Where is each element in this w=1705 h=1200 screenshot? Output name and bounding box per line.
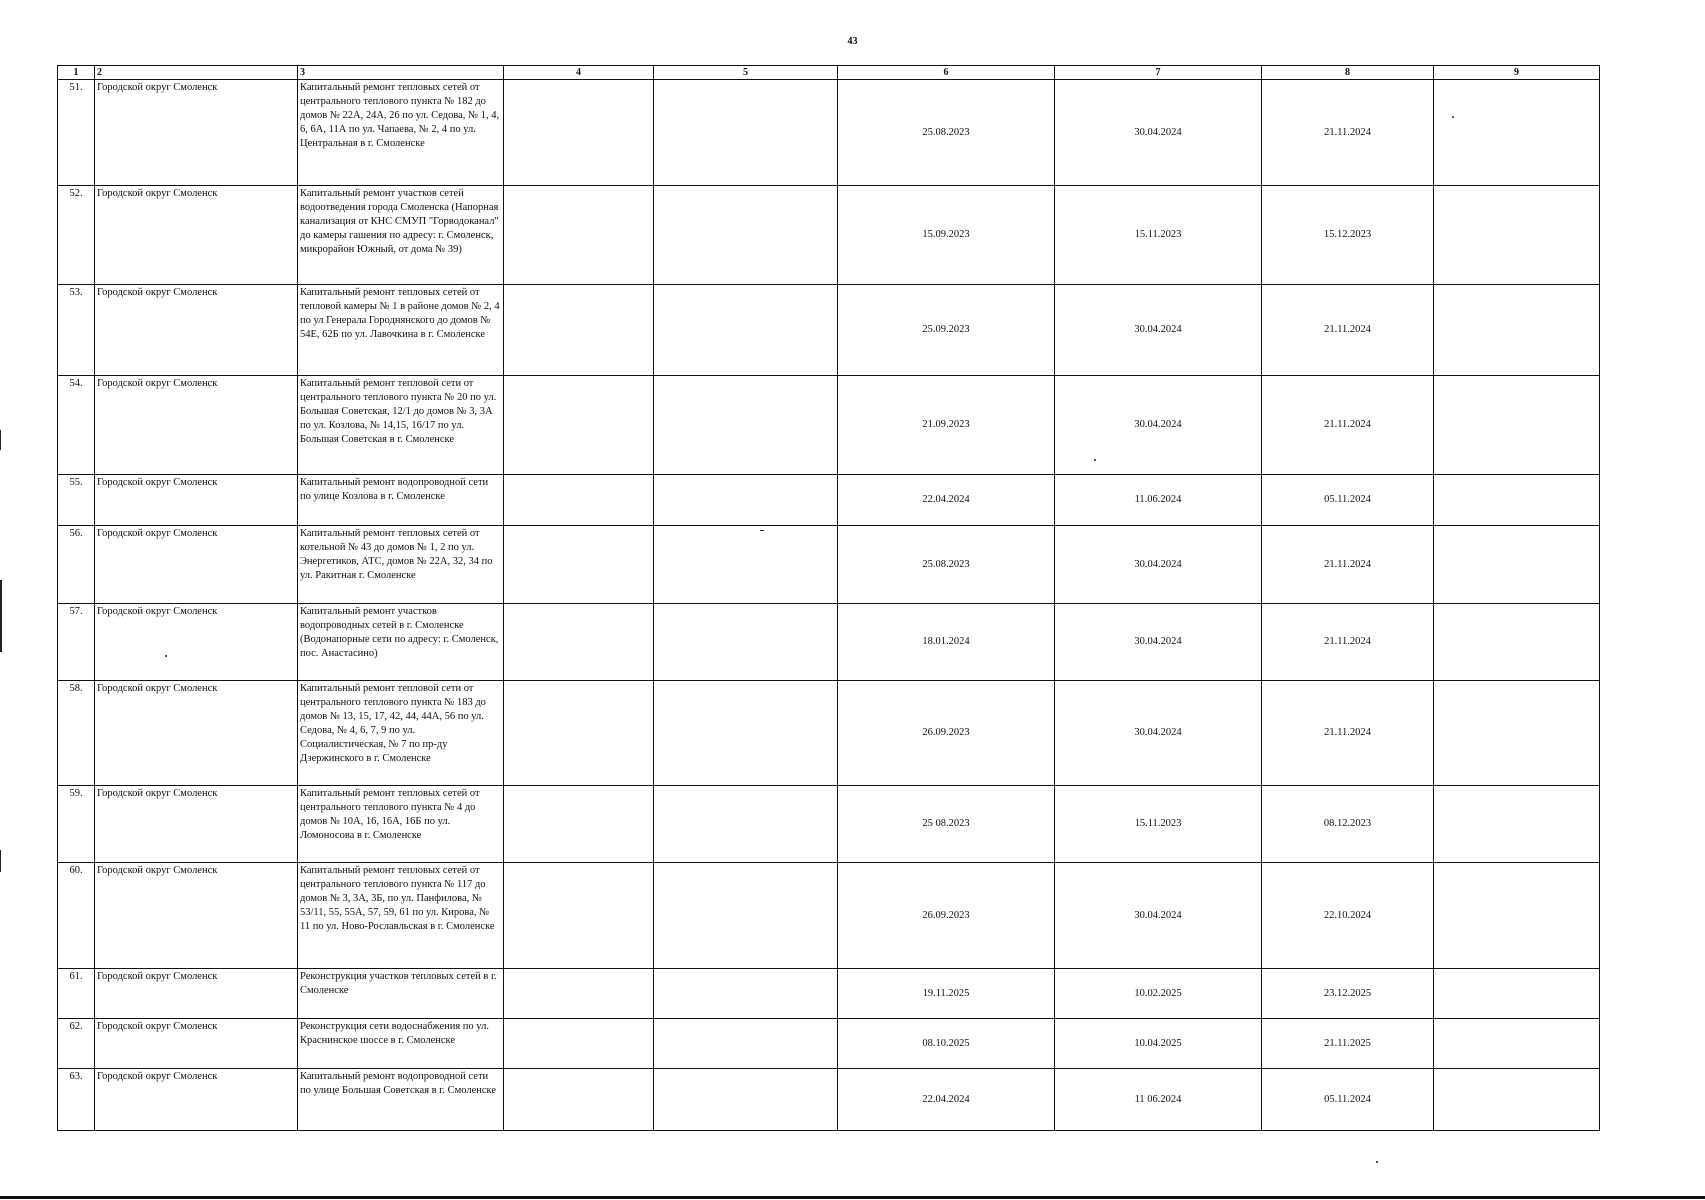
row-description: Капитальный ремонт тепловых сетей от тепловой камеры № 1 в районе домов № 2, 4 по ул Генерала Городнянского до домов № 54Е, 62Б по ул. Лавочкина в г. Смоленске bbox=[298, 285, 504, 376]
row-column-5 bbox=[654, 475, 838, 526]
row-date-column-8: 21.11.2024 bbox=[1262, 681, 1434, 786]
row-region: Городской округ Смоленск bbox=[95, 1019, 298, 1069]
column-header-9: 9 bbox=[1434, 66, 1600, 80]
row-column-5 bbox=[654, 863, 838, 969]
row-description: Капитальный ремонт участков сетей водоотведения города Смоленска (Напорная канализация от КНС СМУП "Горводоканал" до камеры гашения по адресу: г. Смоленск, микрорайон Южный, от дома № 39) bbox=[298, 186, 504, 285]
bottom-rule bbox=[0, 1196, 1705, 1199]
row-column-9 bbox=[1434, 1019, 1600, 1069]
row-date-column-8: 15.12.2023 bbox=[1262, 186, 1434, 285]
row-column-9 bbox=[1434, 376, 1600, 475]
column-number-row bbox=[58, 66, 1600, 80]
row-column-5 bbox=[654, 376, 838, 475]
row-date-column-8: 21.11.2024 bbox=[1262, 285, 1434, 376]
row-region: Городской округ Смоленск bbox=[95, 863, 298, 969]
row-date-column-7: 30.04.2024 bbox=[1055, 604, 1262, 681]
row-description: Капитальный ремонт тепловых сетей от центрального теплового пункта № 182 до домов № 22А, 24А, 26 по ул. Седова, № 1, 4, 6, 6А, 11А по ул. Чапаева, № 2, 4 по ул. Центральная в г. Смоленске bbox=[298, 80, 504, 186]
table-row bbox=[58, 285, 1600, 376]
row-region: Городской округ Смоленск bbox=[95, 376, 298, 475]
row-date-column-6: 25.09.2023 bbox=[838, 285, 1055, 376]
row-column-9 bbox=[1434, 681, 1600, 786]
row-column-4 bbox=[504, 969, 654, 1019]
row-date-column-6: 19.11.2025 bbox=[838, 969, 1055, 1019]
row-number: 63. bbox=[58, 1069, 95, 1131]
table-row bbox=[58, 786, 1600, 863]
row-number: 56. bbox=[58, 526, 95, 604]
scan-speck bbox=[1094, 459, 1096, 461]
row-date-column-7: 30.04.2024 bbox=[1055, 681, 1262, 786]
row-column-5 bbox=[654, 969, 838, 1019]
row-column-5 bbox=[654, 604, 838, 681]
works-table bbox=[57, 65, 1600, 1131]
row-region: Городской округ Смоленск bbox=[95, 475, 298, 526]
row-date-column-6: 22.04.2024 bbox=[838, 1069, 1055, 1131]
row-date-column-7: 30.04.2024 bbox=[1055, 285, 1262, 376]
row-description: Капитальный ремонт водопроводной сети по улице Большая Советская в г. Смоленске bbox=[298, 1069, 504, 1131]
row-number: 59. bbox=[58, 786, 95, 863]
row-region: Городской округ Смоленск bbox=[95, 526, 298, 604]
row-column-4 bbox=[504, 604, 654, 681]
row-column-5 bbox=[654, 786, 838, 863]
row-date-column-8: 21.11.2025 bbox=[1262, 1019, 1434, 1069]
row-date-column-7: 15.11.2023 bbox=[1055, 786, 1262, 863]
row-date-column-8: 05.11.2024 bbox=[1262, 475, 1434, 526]
row-region: Городской округ Смоленск bbox=[95, 285, 298, 376]
table-row bbox=[58, 681, 1600, 786]
table-row bbox=[58, 186, 1600, 285]
column-header-4: 4 bbox=[504, 66, 654, 80]
row-date-column-7: 11 06.2024 bbox=[1055, 1069, 1262, 1131]
table-row bbox=[58, 376, 1600, 475]
row-column-9 bbox=[1434, 1069, 1600, 1131]
row-region: Городской округ Смоленск bbox=[95, 969, 298, 1019]
table-row bbox=[58, 604, 1600, 681]
row-column-9 bbox=[1434, 285, 1600, 376]
table-row bbox=[58, 969, 1600, 1019]
row-date-column-6: 15.09.2023 bbox=[838, 186, 1055, 285]
row-number: 51. bbox=[58, 80, 95, 186]
row-column-9 bbox=[1434, 526, 1600, 604]
column-header-2: 2 bbox=[95, 66, 298, 80]
row-column-4 bbox=[504, 285, 654, 376]
row-column-4 bbox=[504, 1069, 654, 1131]
row-region: Городской округ Смоленск bbox=[95, 681, 298, 786]
row-column-4 bbox=[504, 786, 654, 863]
row-date-column-6: 25.08.2023 bbox=[838, 80, 1055, 186]
row-number: 58. bbox=[58, 681, 95, 786]
row-description: Капитальный ремонт тепловой сети от центрального теплового пункта № 183 до домов № 13, 15, 17, 42, 44, 44А, 56 по ул. Седова, № 4, 6, 7, 9 по ул. Социалистическая, № 7 по пр-ду Дзержинского в г. Смоленске bbox=[298, 681, 504, 786]
row-date-column-8: 21.11.2024 bbox=[1262, 376, 1434, 475]
scan-mark bbox=[0, 850, 1, 872]
row-date-column-7: 10.04.2025 bbox=[1055, 1019, 1262, 1069]
row-description: Капитальный ремонт тепловых сетей от котельной № 43 до домов № 1, 2 по ул. Энергетиков, АТС, домов № 22А, 32, 34 по ул. Ракитная г. Смоленске bbox=[298, 526, 504, 604]
table-row bbox=[58, 1069, 1600, 1131]
row-description: Капитальный ремонт тепловых сетей от центрального теплового пункта № 4 до домов № 10А, 16, 16А, 16Б по ул. Ломоносова в г. Смоленске bbox=[298, 786, 504, 863]
row-column-4 bbox=[504, 526, 654, 604]
row-date-column-7: 30.04.2024 bbox=[1055, 80, 1262, 186]
table-row bbox=[58, 475, 1600, 526]
column-header-6: 6 bbox=[838, 66, 1055, 80]
row-description: Реконструкция сети водоснабжения по ул. Краснинское шоссе в г. Смоленске bbox=[298, 1019, 504, 1069]
row-column-9 bbox=[1434, 863, 1600, 969]
row-region: Городской округ Смоленск bbox=[95, 1069, 298, 1131]
row-date-column-7: 11.06.2024 bbox=[1055, 475, 1262, 526]
row-date-column-8: 21.11.2024 bbox=[1262, 526, 1434, 604]
row-region: Городской округ Смоленск bbox=[95, 604, 298, 681]
scan-speck bbox=[760, 530, 764, 531]
row-column-9 bbox=[1434, 186, 1600, 285]
column-header-5: 5 bbox=[654, 66, 838, 80]
row-column-9 bbox=[1434, 604, 1600, 681]
row-date-column-6: 18.01.2024 bbox=[838, 604, 1055, 681]
row-column-5 bbox=[654, 526, 838, 604]
row-date-column-6: 26.09.2023 bbox=[838, 863, 1055, 969]
page-number: 43 bbox=[847, 36, 858, 47]
row-description: Капитальный ремонт участков водопроводных сетей в г. Смоленске (Водонапорные сети по адресу: г. Смоленск, пос. Анастасино) bbox=[298, 604, 504, 681]
row-date-column-6: 08.10.2025 bbox=[838, 1019, 1055, 1069]
row-date-column-8: 23.12.2025 bbox=[1262, 969, 1434, 1019]
row-region: Городской округ Смоленск bbox=[95, 186, 298, 285]
scan-speck bbox=[1452, 116, 1454, 118]
row-description: Капитальный ремонт тепловой сети от центрального теплового пункта № 20 по ул. Большая Советская, 12/1 до домов № 3, 3А по ул. Козлова, № 14,15, 16/17 по ул. Большая Советская в г. Смоленске bbox=[298, 376, 504, 475]
row-column-4 bbox=[504, 1019, 654, 1069]
column-header-7: 7 bbox=[1055, 66, 1262, 80]
column-header-3: 3 bbox=[298, 66, 504, 80]
row-date-column-6: 25.08.2023 bbox=[838, 526, 1055, 604]
row-number: 57. bbox=[58, 604, 95, 681]
row-date-column-7: 30.04.2024 bbox=[1055, 863, 1262, 969]
row-date-column-6: 25 08.2023 bbox=[838, 786, 1055, 863]
row-date-column-8: 21.11.2024 bbox=[1262, 80, 1434, 186]
row-column-4 bbox=[504, 186, 654, 285]
row-description: Капитальный ремонт водопроводной сети по улице Козлова в г. Смоленске bbox=[298, 475, 504, 526]
row-column-4 bbox=[504, 80, 654, 186]
table-row bbox=[58, 1019, 1600, 1069]
row-column-5 bbox=[654, 285, 838, 376]
row-region: Городской округ Смоленск bbox=[95, 786, 298, 863]
row-number: 62. bbox=[58, 1019, 95, 1069]
row-date-column-6: 22.04.2024 bbox=[838, 475, 1055, 526]
scan-mark bbox=[0, 430, 1, 450]
row-number: 54. bbox=[58, 376, 95, 475]
scan-speck bbox=[1376, 1161, 1378, 1163]
row-date-column-7: 30.04.2024 bbox=[1055, 376, 1262, 475]
row-date-column-7: 30.04.2024 bbox=[1055, 526, 1262, 604]
row-number: 61. bbox=[58, 969, 95, 1019]
column-header-1: 1 bbox=[58, 66, 95, 80]
row-column-5 bbox=[654, 1069, 838, 1131]
row-column-4 bbox=[504, 863, 654, 969]
row-date-column-8: 21.11.2024 bbox=[1262, 604, 1434, 681]
row-column-4 bbox=[504, 475, 654, 526]
row-date-column-8: 08.12.2023 bbox=[1262, 786, 1434, 863]
row-description: Реконструкция участков тепловых сетей в г. Смоленске bbox=[298, 969, 504, 1019]
row-column-9 bbox=[1434, 475, 1600, 526]
row-column-5 bbox=[654, 186, 838, 285]
row-number: 52. bbox=[58, 186, 95, 285]
row-column-4 bbox=[504, 681, 654, 786]
row-date-column-6: 26.09.2023 bbox=[838, 681, 1055, 786]
row-column-5 bbox=[654, 681, 838, 786]
row-date-column-6: 21.09.2023 bbox=[838, 376, 1055, 475]
row-column-4 bbox=[504, 376, 654, 475]
row-region: Городской округ Смоленск bbox=[95, 80, 298, 186]
column-header-8: 8 bbox=[1262, 66, 1434, 80]
row-column-9 bbox=[1434, 786, 1600, 863]
row-date-column-7: 10.02.2025 bbox=[1055, 969, 1262, 1019]
row-date-column-8: 22.10.2024 bbox=[1262, 863, 1434, 969]
row-column-9 bbox=[1434, 969, 1600, 1019]
table-row bbox=[58, 526, 1600, 604]
row-date-column-8: 05.11.2024 bbox=[1262, 1069, 1434, 1131]
row-column-9 bbox=[1434, 80, 1600, 186]
row-description: Капитальный ремонт тепловых сетей от центрального теплового пункта № 117 до домов № 3, 3А, 3Б, по ул. Панфилова, № 53/11, 55, 55А, 57, 59, 61 по ул. Кирова, № 11 по ул. Ново-Рославльская в г. Смоленске bbox=[298, 863, 504, 969]
scan-speck bbox=[165, 655, 167, 657]
table-row bbox=[58, 863, 1600, 969]
row-date-column-7: 15.11.2023 bbox=[1055, 186, 1262, 285]
row-number: 53. bbox=[58, 285, 95, 376]
row-column-5 bbox=[654, 1019, 838, 1069]
row-number: 60. bbox=[58, 863, 95, 969]
row-number: 55. bbox=[58, 475, 95, 526]
row-column-5 bbox=[654, 80, 838, 186]
scan-mark bbox=[0, 580, 2, 652]
table-row bbox=[58, 80, 1600, 186]
